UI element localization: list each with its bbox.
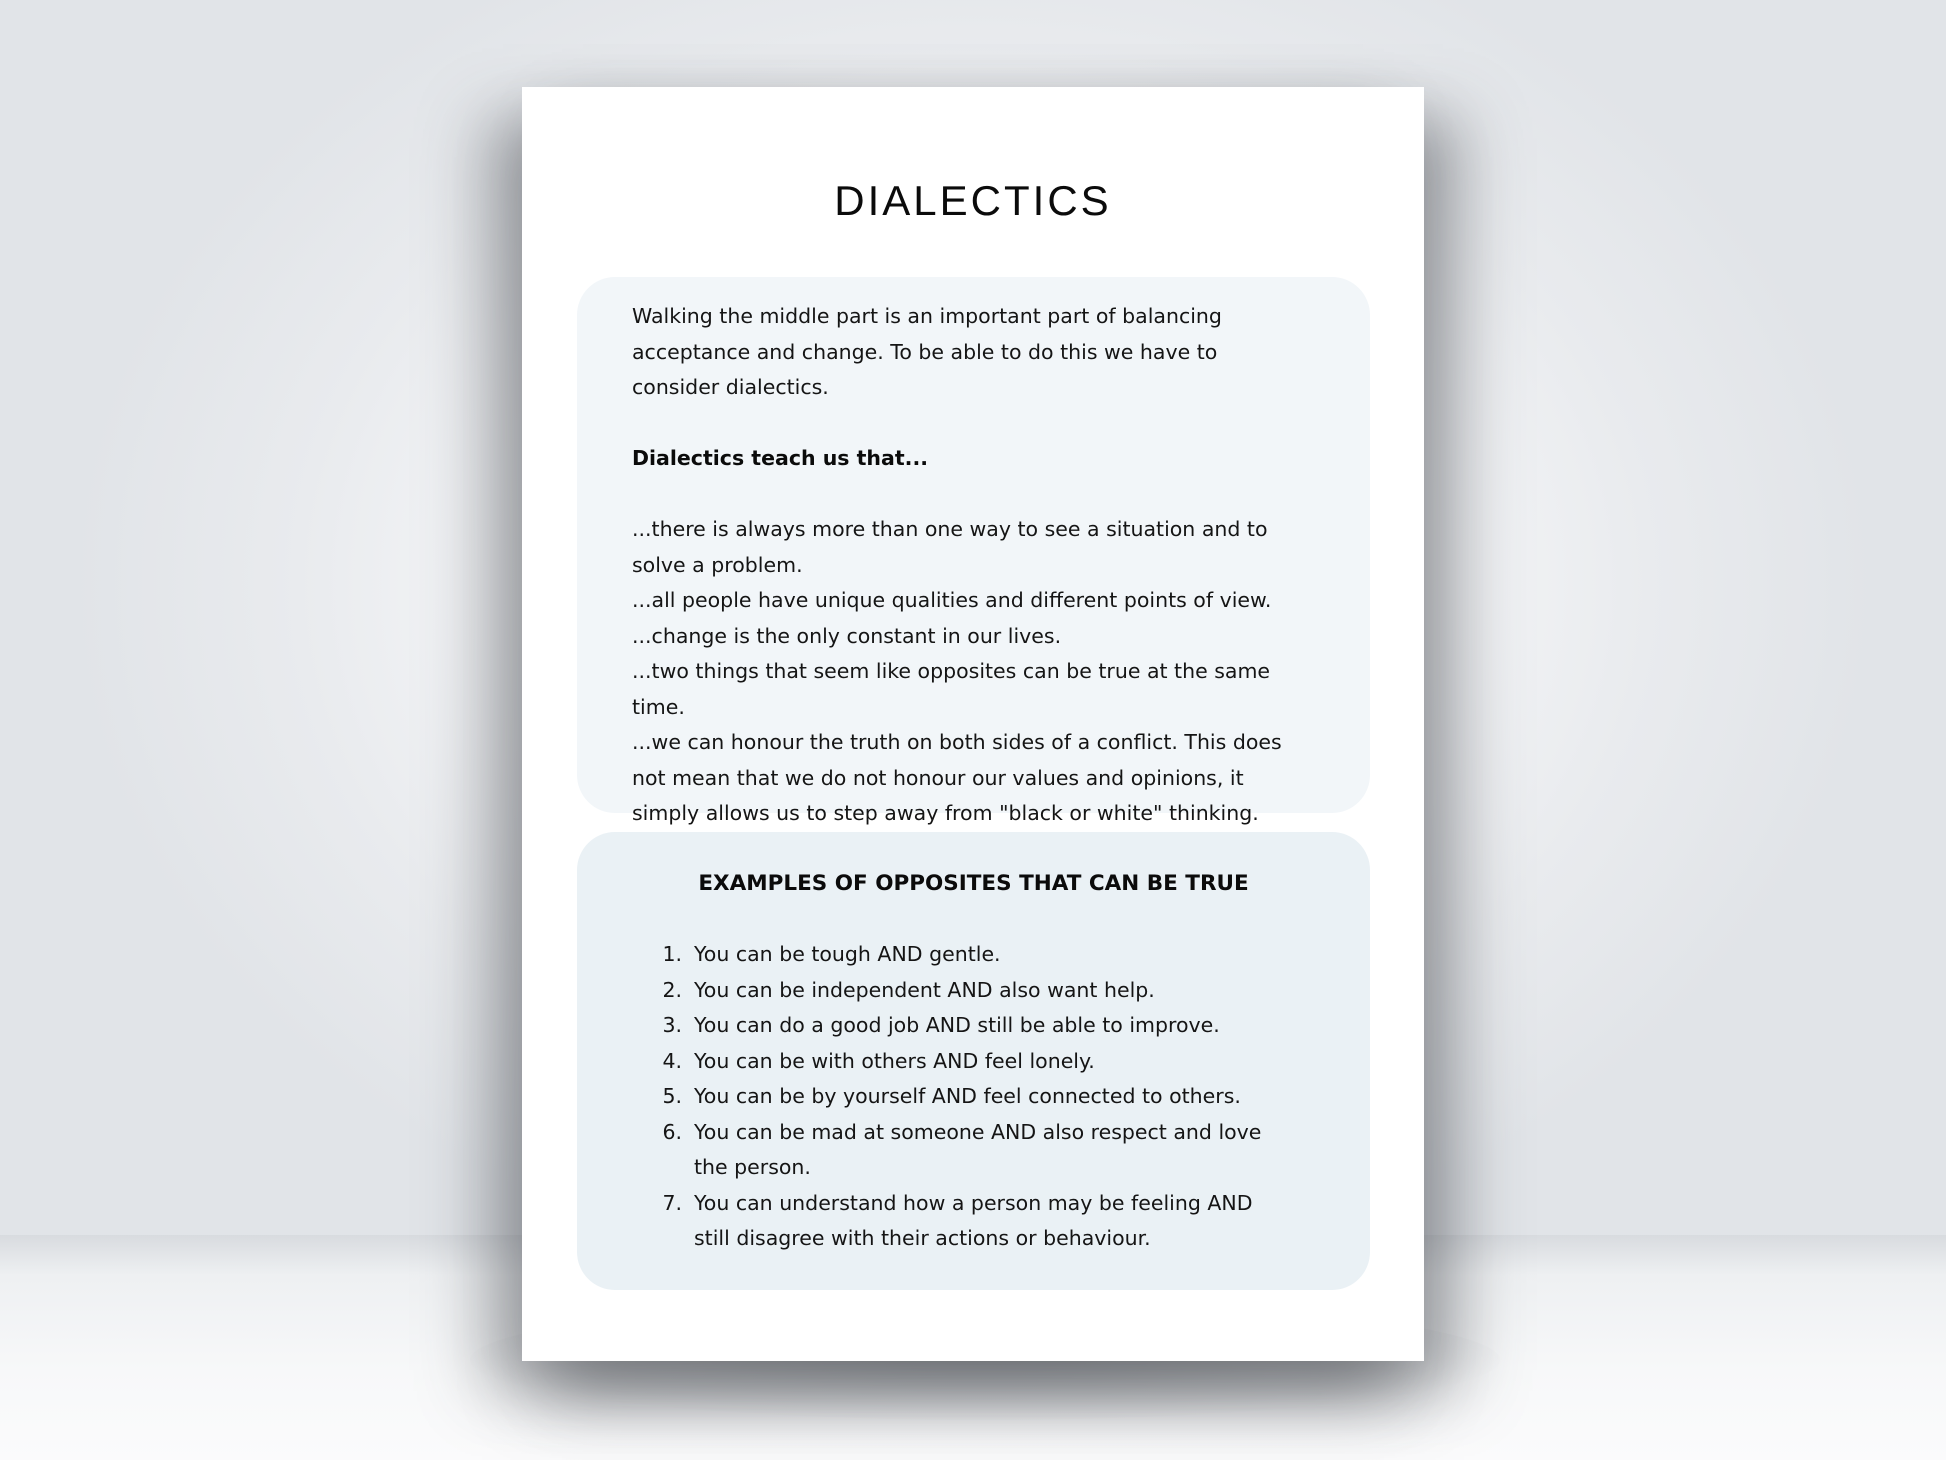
item-number: 6. [662, 1119, 682, 1144]
item-number: 4. [662, 1048, 682, 1073]
list-item [649, 1079, 1310, 1115]
examples-panel [577, 832, 1370, 1290]
item-text: You can be mad at someone AND also respect and love the person. [694, 1119, 1262, 1179]
item-text: You can be with others AND feel lonely. [694, 1048, 1095, 1073]
item-number: 7. [662, 1190, 682, 1215]
list-item [649, 973, 1310, 1009]
examples-heading: EXAMPLES OF OPPOSITES THAT CAN BE TRUE [698, 871, 1249, 896]
item-number: 1. [662, 942, 682, 966]
list-item: ...two things that seem like opposites can be true at the same time. [632, 659, 1271, 719]
intro-panel [577, 277, 1370, 825]
item-text: You can be tough AND gentle. [694, 942, 1001, 966]
item-number: 2. [662, 977, 682, 1002]
item-number: 5. [662, 1084, 682, 1108]
item-text: You can do a good job AND still be able to improve. [694, 1013, 1220, 1037]
list-item: ...all people have unique qualities and different points of view. [632, 588, 1272, 612]
list-item [649, 1115, 1310, 1186]
page-title: DIALECTICS [834, 177, 1112, 224]
list-item [649, 1008, 1310, 1044]
list-item: ...we can honour the truth on both sides of a conflict. This does not mean that we do not honour our values and opinions, it simply allows us to step away from "black or white" thinking. [632, 730, 1282, 825]
intro-heading: Dialectics teach us that... [632, 446, 929, 470]
list-item [649, 1044, 1310, 1080]
list-item [649, 1186, 1310, 1257]
item-text: You can be independent AND also want help. [694, 977, 1155, 1002]
poster-sheet [522, 87, 1424, 1361]
intro-paragraph: Walking the middle part is an important part of balancing acceptance and change. To be able to do this we have to consider dialectics. [632, 304, 1222, 399]
item-number: 3. [662, 1013, 682, 1037]
dialectics-list [632, 512, 1310, 832]
examples-list [649, 937, 1310, 1257]
list-item: ...change is the only constant in our lives. [632, 623, 1062, 648]
list-item [649, 937, 1310, 973]
item-text: You can understand how a person may be feeling AND still disagree with their actions or behaviour. [694, 1190, 1253, 1250]
list-item: ...there is always more than one way to see a situation and to solve a problem. [632, 517, 1268, 577]
item-text: You can be by yourself AND feel connected to others. [694, 1084, 1241, 1108]
